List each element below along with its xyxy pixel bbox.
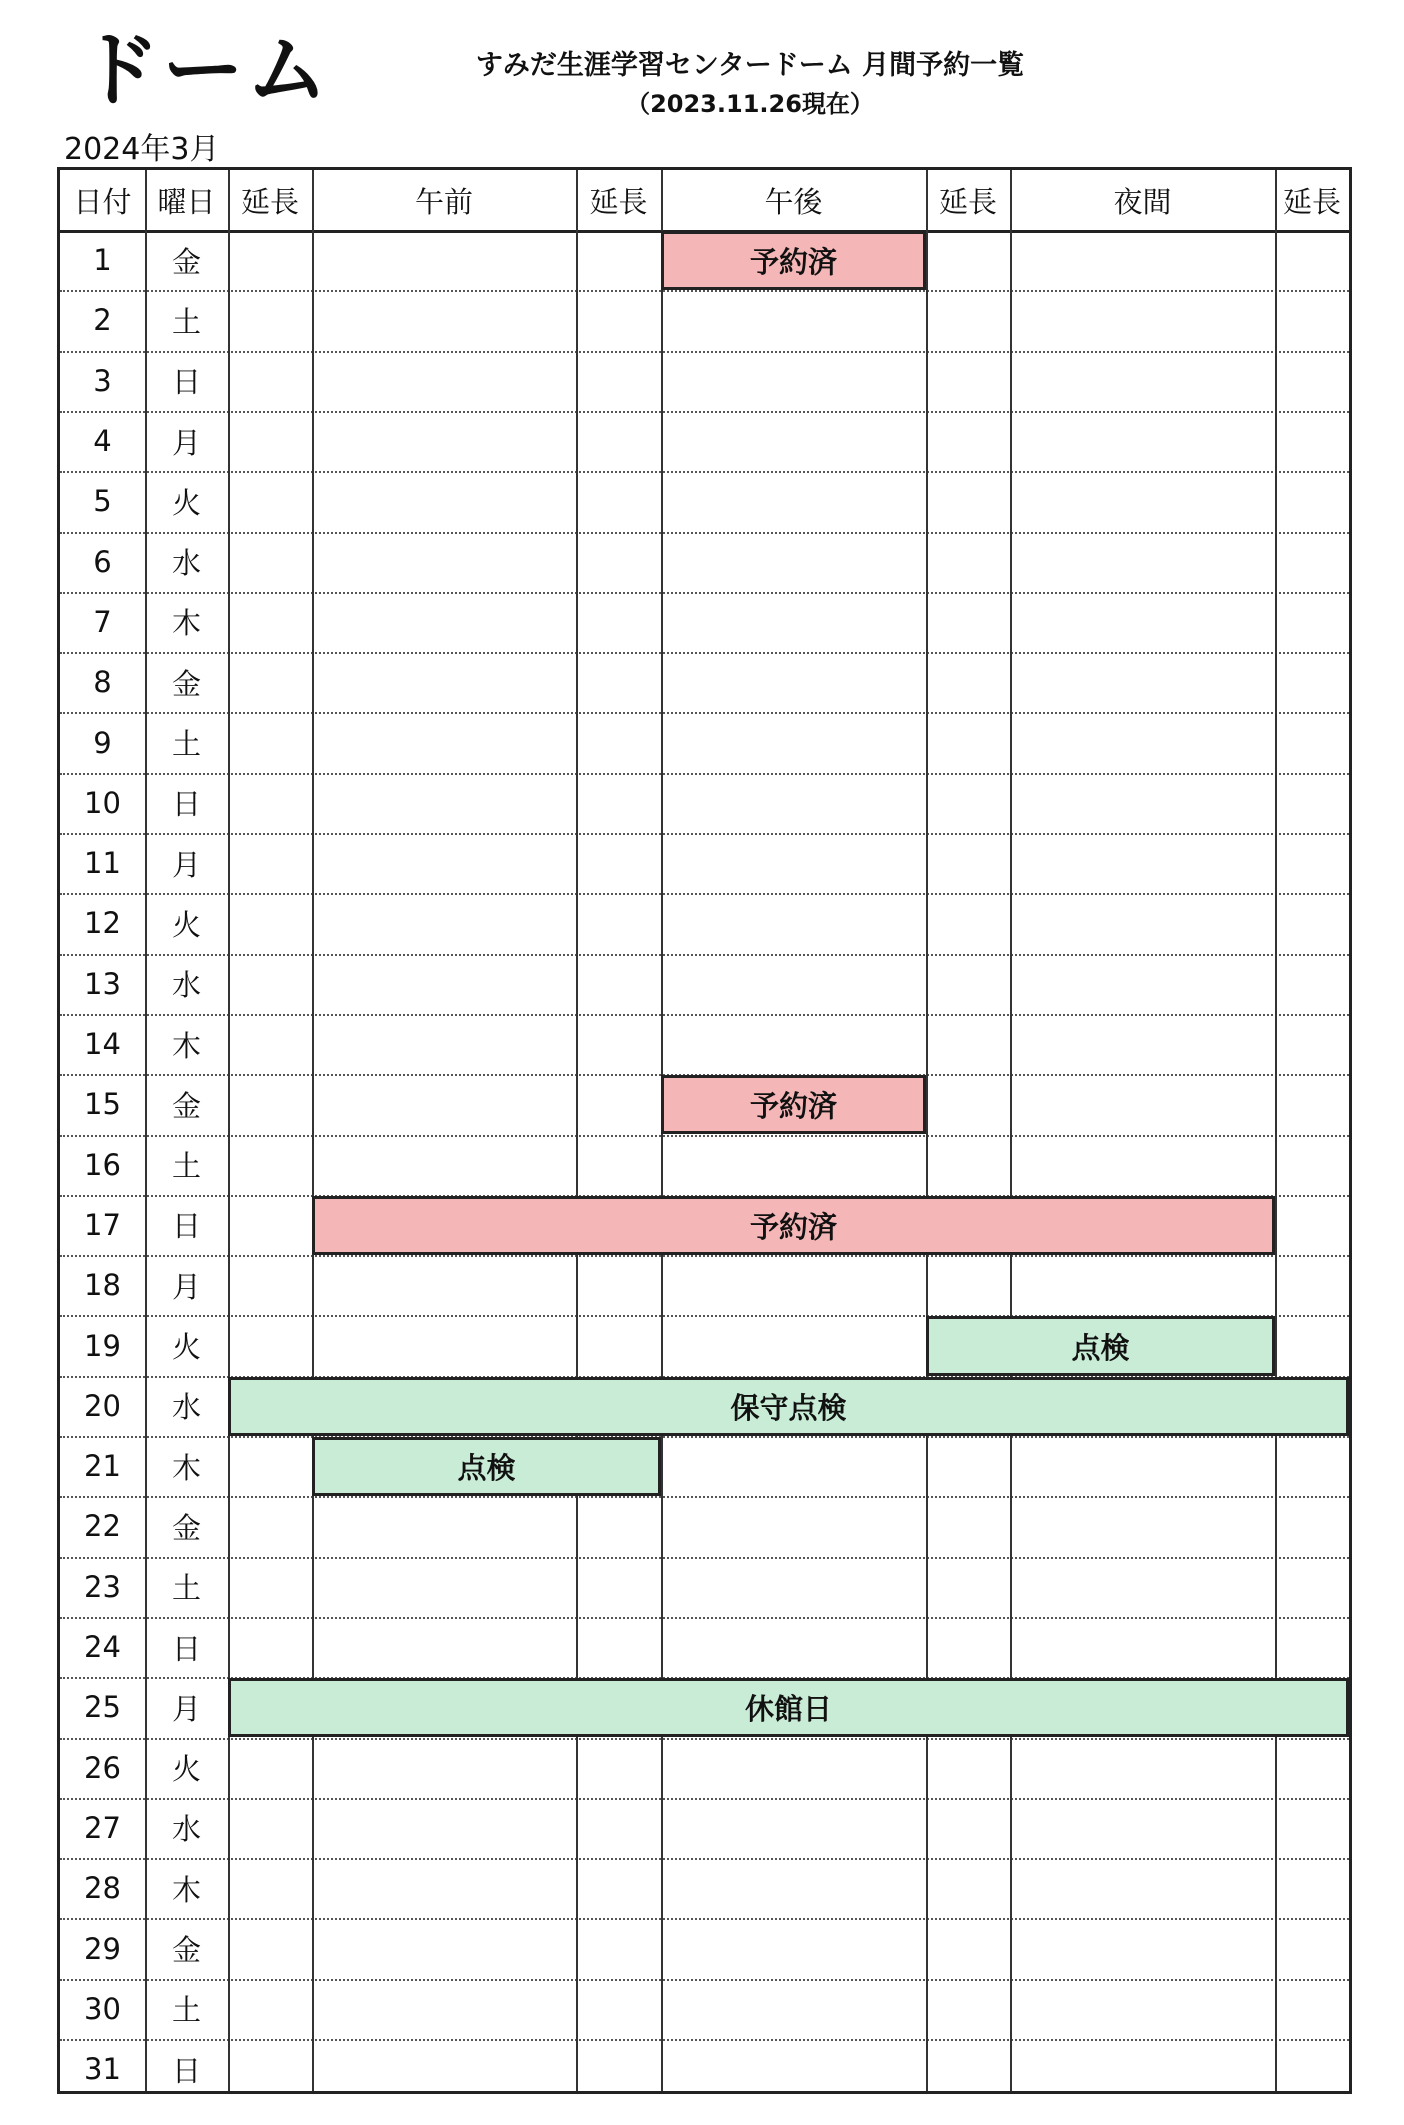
- day-number: 28: [84, 1871, 121, 1906]
- header-col-date: 日付: [73, 184, 132, 219]
- weekday: 日: [171, 787, 201, 822]
- day-number: 17: [84, 1207, 121, 1242]
- row-divider: [60, 1557, 1349, 1559]
- row-divider: [60, 1979, 1349, 1981]
- day-number: 1: [93, 243, 112, 278]
- day-number: 9: [93, 725, 112, 760]
- row-divider: [60, 1014, 1349, 1016]
- row-divider: [60, 1738, 1349, 1740]
- header-col-afternoon: 午後: [764, 184, 823, 219]
- weekday: 土: [171, 1993, 201, 2028]
- weekday: 金: [171, 666, 201, 701]
- column-divider: [576, 170, 578, 2091]
- day-number: 18: [84, 1268, 121, 1303]
- weekday: 日: [171, 2053, 201, 2088]
- weekday: 土: [171, 304, 201, 339]
- weekday: 月: [171, 425, 201, 460]
- weekday: 火: [171, 1330, 201, 1365]
- row-divider: [60, 1798, 1349, 1800]
- row-divider: [60, 1436, 1349, 1438]
- facility-name: ドーム: [78, 23, 331, 118]
- weekday: 金: [171, 1933, 201, 1968]
- weekday: 水: [171, 1390, 201, 1425]
- row-divider: [60, 1135, 1349, 1137]
- day-number: 15: [84, 1087, 121, 1122]
- column-divider: [145, 170, 147, 2091]
- day-number: 24: [84, 1630, 121, 1665]
- booking-maint: 点検: [312, 1437, 661, 1496]
- row-divider: [60, 1617, 1349, 1619]
- weekday: 金: [171, 244, 201, 279]
- header-col-ext-3: 延長: [938, 184, 997, 219]
- weekday: 木: [171, 606, 201, 641]
- row-divider: [60, 471, 1349, 473]
- row-divider: [60, 954, 1349, 956]
- booking-maint: 点検: [926, 1316, 1275, 1375]
- day-number: 30: [84, 1991, 121, 2026]
- row-divider: [60, 1918, 1349, 1920]
- day-number: 3: [93, 363, 112, 398]
- weekday: 土: [171, 727, 201, 762]
- day-number: 14: [84, 1027, 121, 1062]
- column-divider: [228, 170, 230, 2091]
- row-divider: [60, 351, 1349, 353]
- weekday: 日: [171, 1631, 201, 1666]
- row-divider: [60, 411, 1349, 413]
- day-number: 16: [84, 1147, 121, 1182]
- weekday: 火: [171, 485, 201, 520]
- row-divider: [60, 592, 1349, 594]
- day-number: 10: [84, 785, 121, 820]
- row-divider: [60, 773, 1349, 775]
- day-number: 2: [93, 303, 112, 338]
- day-number: 23: [84, 1569, 121, 1604]
- weekday: 火: [171, 907, 201, 942]
- row-divider: [60, 652, 1349, 654]
- day-number: 20: [84, 1388, 121, 1423]
- day-number: 22: [84, 1509, 121, 1544]
- weekday: 土: [171, 1571, 201, 1606]
- booking-reserved: 予約済: [661, 231, 926, 290]
- row-divider: [60, 893, 1349, 895]
- row-divider: [60, 1496, 1349, 1498]
- day-number: 26: [84, 1750, 121, 1785]
- header-col-weekday: 曜日: [157, 184, 216, 219]
- day-number: 31: [84, 2052, 121, 2087]
- column-divider: [1275, 170, 1277, 2091]
- booking-maint: 保守点検: [228, 1377, 1349, 1436]
- row-divider: [60, 1858, 1349, 1860]
- weekday: 木: [171, 1450, 201, 1485]
- header-col-ext-4: 延長: [1282, 184, 1341, 219]
- weekday: 金: [171, 1510, 201, 1545]
- header-col-ext-1: 延長: [240, 184, 299, 219]
- reservation-table: [57, 167, 1352, 2094]
- weekday: 月: [171, 847, 201, 882]
- row-divider: [60, 290, 1349, 292]
- day-number: 25: [84, 1690, 121, 1725]
- weekday: 水: [171, 1812, 201, 1847]
- weekday: 金: [171, 1088, 201, 1123]
- day-number: 21: [84, 1449, 121, 1484]
- day-number: 6: [93, 544, 112, 579]
- column-divider: [926, 170, 928, 2091]
- day-number: 27: [84, 1810, 121, 1845]
- booking-reserved: 予約済: [661, 1075, 926, 1134]
- day-number: 11: [84, 846, 121, 881]
- row-divider: [60, 833, 1349, 835]
- month-label: 2024年3月: [64, 132, 220, 167]
- as-of-date: （2023.11.26現在）: [626, 90, 874, 118]
- day-number: 29: [84, 1931, 121, 1966]
- weekday: 火: [171, 1752, 201, 1787]
- row-divider: [60, 712, 1349, 714]
- weekday: 日: [171, 365, 201, 400]
- weekday: 日: [171, 1209, 201, 1244]
- booking-maint: 休館日: [228, 1678, 1349, 1737]
- weekday: 月: [171, 1269, 201, 1304]
- header-col-ext-2: 延長: [589, 184, 648, 219]
- day-number: 13: [84, 966, 121, 1001]
- day-number: 4: [93, 424, 112, 459]
- day-number: 7: [93, 604, 112, 639]
- row-divider: [60, 1255, 1349, 1257]
- column-divider: [312, 170, 314, 2091]
- weekday: 木: [171, 1028, 201, 1063]
- row-divider: [60, 2039, 1349, 2041]
- document-title: すみだ生涯学習センタードーム 月間予約一覧: [475, 50, 1025, 81]
- booking-reserved: 予約済: [312, 1196, 1275, 1255]
- weekday: 木: [171, 1872, 201, 1907]
- column-divider: [1010, 170, 1012, 2091]
- day-number: 8: [93, 665, 112, 700]
- header-col-morning: 午前: [414, 184, 473, 219]
- row-divider: [60, 532, 1349, 534]
- weekday: 月: [171, 1691, 201, 1726]
- day-number: 19: [84, 1328, 121, 1363]
- day-number: 5: [93, 484, 112, 519]
- weekday: 水: [171, 968, 201, 1003]
- day-number: 12: [84, 906, 121, 941]
- header-col-night: 夜間: [1113, 184, 1172, 219]
- weekday: 土: [171, 1149, 201, 1184]
- weekday: 水: [171, 546, 201, 581]
